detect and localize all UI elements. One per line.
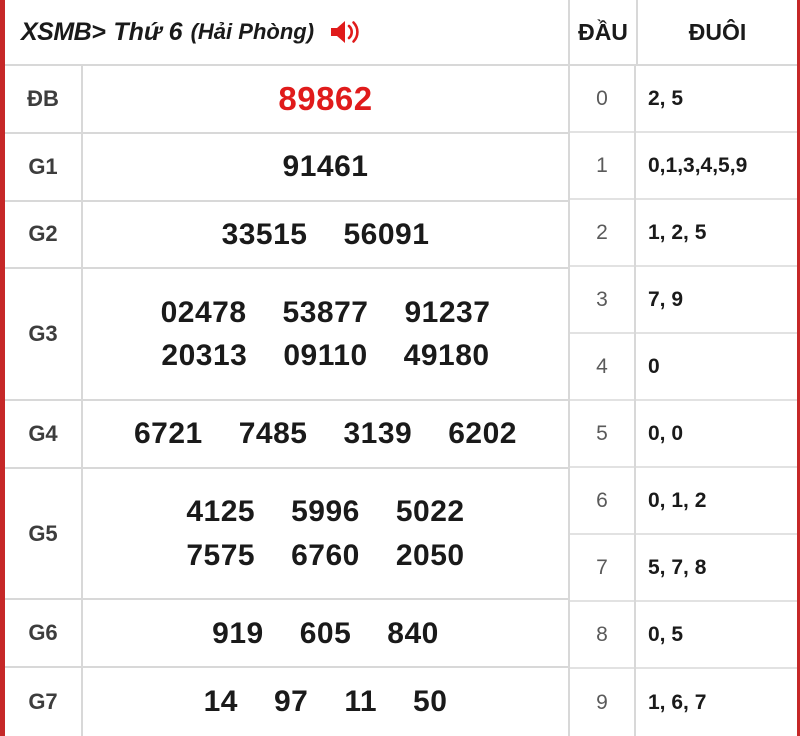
prize-label: G2 xyxy=(5,202,83,268)
prize-results-column xyxy=(5,66,570,736)
prize-number: 605 xyxy=(299,616,352,650)
prize-number: 6202 xyxy=(448,417,517,451)
table-row xyxy=(5,134,568,202)
number-line xyxy=(83,612,568,656)
column-header-duoi: ĐUÔI xyxy=(688,18,747,45)
dau-cell: 2 xyxy=(570,200,634,267)
prize-number: 89862 xyxy=(278,79,373,117)
duoi-cell: 2, 5 xyxy=(636,66,797,133)
prize-label: ĐB xyxy=(5,66,83,132)
board-header xyxy=(5,0,797,66)
prize-values xyxy=(83,134,568,200)
duoi-cell: 1, 2, 5 xyxy=(636,200,797,267)
prize-label: G5 xyxy=(5,469,83,599)
prize-values xyxy=(83,668,568,736)
prize-number: 20313 xyxy=(161,339,248,373)
duoi-cell: 1, 6, 7 xyxy=(648,690,707,714)
prize-number: 50 xyxy=(413,685,448,719)
prize-number: 56091 xyxy=(343,217,430,251)
prize-number: 919 xyxy=(212,616,264,650)
prize-label: G7 xyxy=(5,668,83,736)
duoi-cell: 0 xyxy=(636,334,797,401)
dau-cell: 4 xyxy=(570,334,634,401)
number-line xyxy=(83,412,568,456)
duoi-cell: 0, 5 xyxy=(636,602,797,669)
prize-number: 5996 xyxy=(291,495,360,529)
number-line xyxy=(83,75,568,123)
dau-column xyxy=(570,66,636,736)
prize-number: 5022 xyxy=(395,495,465,529)
prize-number: 91237 xyxy=(404,295,491,329)
table-row xyxy=(5,269,568,401)
prize-number: 91461 xyxy=(282,149,369,183)
duoi-cell: 5, 7, 8 xyxy=(636,535,797,602)
prize-values xyxy=(83,66,568,132)
duoi-cell: 0, 1, 2 xyxy=(636,468,797,535)
table-row xyxy=(5,668,568,736)
dau-cell: 0 xyxy=(570,66,634,133)
prize-number: 14 xyxy=(203,685,238,719)
duoi-cell: 7, 9 xyxy=(636,267,797,334)
dau-cell: 6 xyxy=(570,468,634,535)
prize-values xyxy=(83,600,568,666)
table-row xyxy=(5,600,568,668)
prize-values xyxy=(83,469,568,599)
prize-values xyxy=(83,269,568,399)
board-body xyxy=(5,66,797,736)
dau-cell: 5 xyxy=(570,401,634,468)
prize-number: 09110 xyxy=(283,339,368,373)
prize-number: 3139 xyxy=(343,417,413,451)
number-line xyxy=(83,145,568,189)
number-line xyxy=(83,213,568,257)
prize-number: 4125 xyxy=(186,495,256,529)
prize-label: G4 xyxy=(5,401,83,467)
brand-label: XSMB> xyxy=(21,17,106,46)
prize-number: 7575 xyxy=(186,538,256,572)
number-line xyxy=(83,291,568,335)
prize-number: 53877 xyxy=(282,295,369,329)
dau-cell: 7 xyxy=(570,535,634,602)
prize-number: 6760 xyxy=(291,538,360,572)
prize-number: 02478 xyxy=(160,295,247,329)
dau-cell: 9 xyxy=(596,690,608,714)
prize-number: 97 xyxy=(273,685,309,719)
number-line xyxy=(83,334,568,378)
number-line xyxy=(83,680,568,724)
dau-cell: 3 xyxy=(570,267,634,334)
prize-label: G1 xyxy=(5,134,83,200)
duoi-cell: 0,1,3,4,5,9 xyxy=(636,133,797,200)
duoi-cell: 0, 0 xyxy=(636,401,797,468)
duoi-column xyxy=(636,66,797,736)
table-row xyxy=(5,66,568,134)
province-label: (Hải Phòng) xyxy=(190,19,315,44)
dau-cell: 8 xyxy=(570,602,634,669)
prize-number: 49180 xyxy=(403,339,490,373)
header-title xyxy=(5,0,570,64)
prize-label: G6 xyxy=(5,600,83,666)
prize-number: 11 xyxy=(344,685,378,719)
prize-number: 7485 xyxy=(238,417,308,451)
number-line xyxy=(83,534,568,578)
column-header-dau: ĐẦU xyxy=(570,0,638,64)
prize-number: 2050 xyxy=(395,538,465,572)
prize-label: G3 xyxy=(5,269,83,399)
table-row xyxy=(5,202,568,270)
speaker-icon[interactable] xyxy=(328,17,362,47)
dau-cell: 1 xyxy=(570,133,634,200)
prize-number: 6721 xyxy=(134,417,203,451)
prize-values xyxy=(83,202,568,268)
prize-number: 33515 xyxy=(221,217,308,251)
prize-values xyxy=(83,401,568,467)
table-row xyxy=(5,401,568,469)
table-row xyxy=(5,469,568,601)
number-line xyxy=(83,490,568,534)
day-label: Thứ 6 xyxy=(113,17,183,46)
prize-number: 840 xyxy=(387,616,439,650)
